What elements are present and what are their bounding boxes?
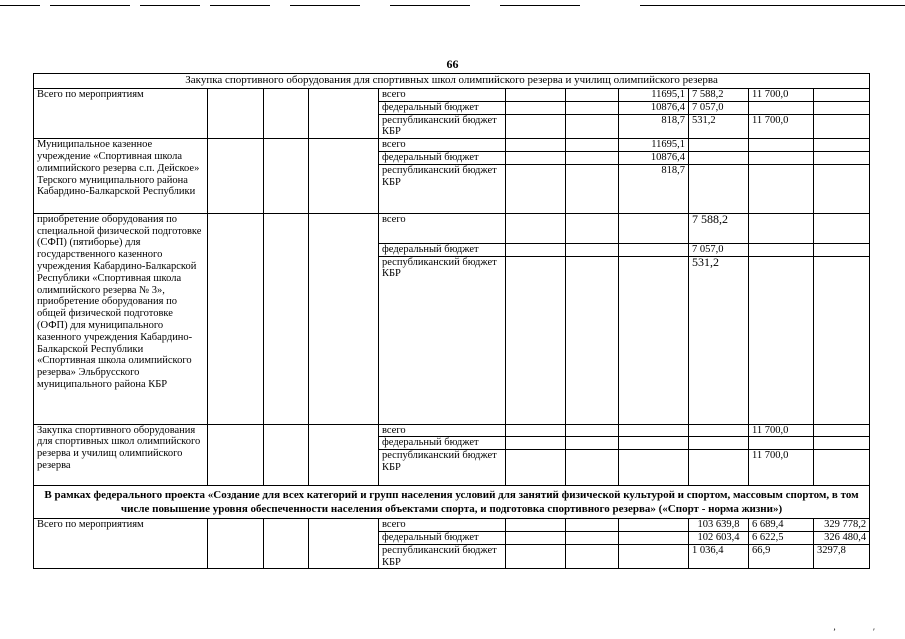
amount-cell: 102 603,4 [689, 531, 749, 544]
table-row [34, 519, 870, 532]
event-name: приобретение оборудования по специальной физической подготовке (СФП) (пятиборье) для государственного казенного учреждения Кабардино-Балкарской Республики «Спортивная школа олимпийского резерва № 3», приобретение оборудования по общей физической подготовке (ОФП) для муниципального казенного учреждения Кабардино-Балкарской Республики «Спортивная школа олимпийского резерва» Эльбрусского муниципального района КБР [34, 213, 208, 424]
section-header-row [34, 486, 870, 519]
funding-source: федеральный бюджет [379, 101, 506, 114]
top-rule-7 [500, 5, 580, 6]
amount-cell: 531,2 [689, 256, 749, 424]
funding-source: республиканский бюджет КБР [379, 164, 506, 213]
scan-mark: ’ [833, 627, 836, 637]
top-rule-8 [640, 5, 905, 6]
event-name: Всего по мероприятиям [34, 519, 208, 569]
amount-cell: 329 778,2 [814, 519, 870, 532]
top-rule-5 [290, 5, 360, 6]
scan-mark: ′ [873, 627, 875, 637]
page-number: 66 [446, 57, 459, 71]
amount-cell: 11 700,0 [749, 424, 814, 437]
amount-cell: 66,9 [749, 544, 814, 569]
table-row [34, 89, 870, 102]
amount-cell: 7 057,0 [689, 243, 749, 256]
amount-cell: 103 639,8 [689, 519, 749, 532]
amount-cell: 6 689,4 [749, 519, 814, 532]
funding-source: всего [379, 519, 506, 532]
amount-cell: 10876,4 [619, 151, 689, 164]
amount-cell: 3297,8 [814, 544, 870, 569]
table-row [34, 213, 870, 243]
amount-cell: 7 588,2 [689, 89, 749, 102]
amount-cell [749, 101, 814, 114]
amount-cell: 7 057,0 [689, 101, 749, 114]
funding-source: всего [379, 213, 506, 243]
top-rule-6 [390, 5, 470, 6]
top-rule-3 [140, 5, 200, 6]
amount-cell: 11 700,0 [749, 114, 814, 139]
table-row [34, 139, 870, 152]
event-name: Всего по мероприятиям [34, 89, 208, 139]
amount-cell: 818,7 [619, 164, 689, 213]
funding-source: республиканский бюджет КБР [379, 450, 506, 486]
funding-source: республиканский бюджет КБР [379, 256, 506, 424]
amount-cell: 11695,1 [619, 89, 689, 102]
funding-source: федеральный бюджет [379, 531, 506, 544]
amount-cell: 11695,1 [619, 139, 689, 152]
top-rule-1 [0, 5, 40, 6]
event-name: Закупка спортивного оборудования для спортивных школ олимпийского резерва и училищ олимпийского резерва [34, 424, 208, 486]
funding-source: республиканский бюджет КБР [379, 544, 506, 569]
amount-cell: 326 480,4 [814, 531, 870, 544]
funding-source: федеральный бюджет [379, 437, 506, 450]
amount-cell: 11 700,0 [749, 89, 814, 102]
amount-cell: 10876,4 [619, 101, 689, 114]
event-name: Муниципальное казенное учреждение «Спортивная школа олимпийского резерва с.п. Дейское» Терского муниципального района Кабардино-Балкарской Республики [34, 139, 208, 214]
section-title: В рамках федерального проекта «Создание для всех категорий и групп населения условий для занятий физической культурой и спортом, массовым спортом, в том числе повышение уровня обеспеченности населения объектами спорта, и подготовка спортивного резерва» («Спорт - норма жизни») [34, 486, 870, 519]
funding-source: республиканский бюджет КБР [379, 114, 506, 139]
amount-cell: 531,2 [689, 114, 749, 139]
program-table [33, 73, 870, 569]
amount-cell: 6 622,5 [749, 531, 814, 544]
amount-cell: 11 700,0 [749, 450, 814, 486]
funding-source: федеральный бюджет [379, 243, 506, 256]
table-row [34, 424, 870, 437]
funding-source: всего [379, 89, 506, 102]
funding-source: федеральный бюджет [379, 151, 506, 164]
funding-source: всего [379, 424, 506, 437]
funding-source: всего [379, 139, 506, 152]
amount-cell: 7 588,2 [689, 213, 749, 243]
section-title: Закупка спортивного оборудования для спортивных школ олимпийского резерва и училищ олимпийского резерва [34, 74, 870, 89]
top-rule-2 [50, 5, 130, 6]
amount-cell: 1 036,4 [689, 544, 749, 569]
top-rule-4 [210, 5, 270, 6]
amount-cell: 818,7 [619, 114, 689, 139]
section-header-row [34, 74, 870, 89]
